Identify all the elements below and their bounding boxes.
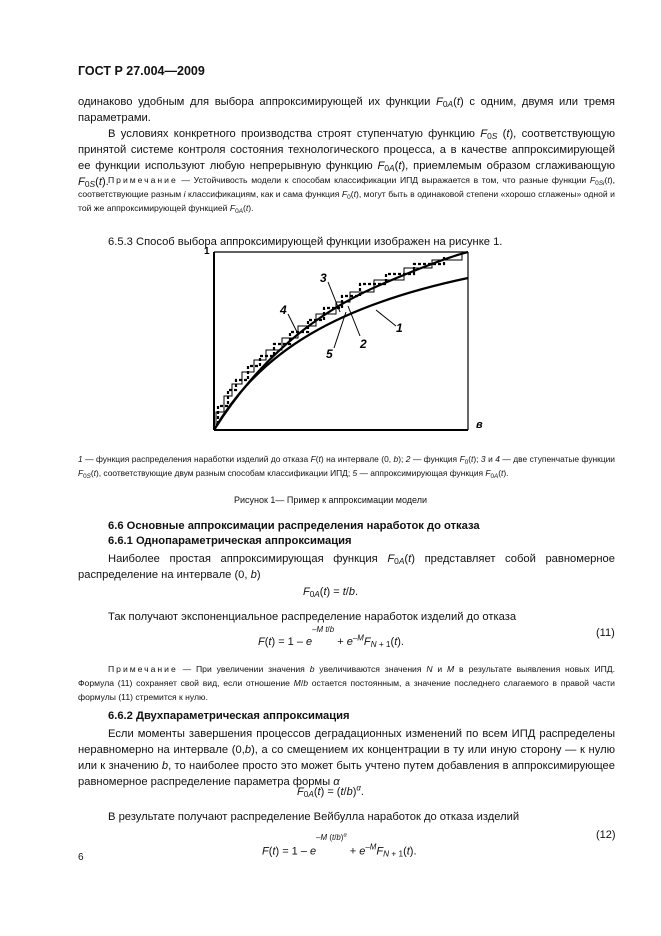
heading-6-6-2: 6.6.2 Двухпараметрическая аппроксимация	[108, 710, 350, 722]
equation-number-11: (11)	[596, 627, 615, 639]
heading-6-6: 6.6 Основные аппроксимации распределения наработок до отказа	[108, 520, 480, 532]
curve-5	[214, 252, 468, 430]
label-1: 1	[396, 321, 403, 335]
paragraph-3: Наиболее простая аппроксимирующая функция $F_{0A}(t)$ представляет собой равномерное распределение на интервале (0, b)	[78, 553, 616, 581]
step-function-4	[218, 257, 444, 424]
document-header: ГОСТ Р 27.004—2009	[78, 64, 205, 78]
label-2: 2	[360, 337, 367, 351]
paragraph-4: Так получают экспоненциальное распределение наработок изделий до отказа	[108, 611, 517, 623]
step-function-3	[216, 253, 462, 426]
page-number: 6	[78, 852, 84, 863]
heading-6-6-1: 6.6.1 Однопараметрическая аппроксимация	[108, 535, 352, 547]
label-5: 5	[326, 347, 333, 361]
equation-number-12: (12)	[596, 829, 616, 841]
y-tick-label: 1	[204, 246, 210, 257]
label-3: 3	[320, 271, 327, 285]
note-1: Примечание — Устойчивость модели к способам классификации ИПД выражается в том, что разные функции $F_{0Si}(t)$, соответствующие разным i классификациям, как и сама функция $F_0(t)$, могут быть в одинаковой степени «хорошо сглажены» одной и той же аппроксимирующей функцией $F_{0A}(t)$.	[78, 175, 615, 215]
figure-legend: 1 — функция распределения наработки изделий до отказа F(t) на интервале (0, b); 2 — функция $F_0(t)$; 3 и 4 — две ступенчатые функции $F_{0S}(t)$, соответствующие двум разным способам классификации ИПД; 5 — аппроксимирующая функция $F_{0A}(t)$.	[78, 454, 615, 480]
paragraph-2: В условиях конкретного производства строят ступенчатую функцию $F_{0S}$ (t), соответствующую принятой системе контроля состояния технологического процесса, а в качестве аппроксимирующей ее функции используют любую непрерывную функцию $F_{0A}(t)$, приемлемым образом сглаживающую $F_{0S}(t)$.	[78, 128, 615, 189]
paragraph-1: одинаково удобным для выбора аппроксимирующей их функции $F_{0A}(t)$ с одним, двумя или тремя параметрами.	[78, 96, 615, 124]
figure-caption: Рисунок 1— Пример к аппроксимации модели	[233, 495, 428, 505]
paragraph-6: В результате получают распределение Вейбулла наработок до отказа изделий	[108, 811, 520, 823]
formula-11: $F(t) = 1 - e^{-M t/b} + e^{-M}F_{N + 1}(t)$.	[258, 625, 404, 649]
paragraph-5: Если моменты завершения процессов деградационных изменений по всем ИПД распределены неравномерно на интервале (0,b), а со смещением их концентрации в ту или иную сторону — к нулю или к значению b, то наиболее просто это может быть учтено путем добавления в аппроксимирующее равномерное распределение параметра формы α	[78, 728, 615, 788]
formula-uniform: $F_{0A}(t) = t/b$.	[302, 586, 359, 599]
formula-power: $F_{0A}(t) = (t/b)^\alpha$.	[297, 783, 364, 799]
formula-12: $F(t) = 1 - e^{-M (t/b)^\alpha} + e^{-M}F_{N + 1}(t)$.	[262, 832, 417, 859]
section-6-5-3: 6.5.3 Способ выбора аппроксимирующей функции изображен на рисунке 1.	[108, 236, 503, 248]
label-4: 4	[280, 303, 287, 317]
leader-1	[376, 310, 396, 326]
figure-1	[200, 240, 490, 440]
note-2: Примечание — При увеличении значения b увеличиваются значения N и M в результате выявления новых ИПД. Формула (11) сохраняет свой вид, если отношение M/b остается постоянным, а значение последнего слагаемого в правой части формулы (11) стремится к нулю.	[78, 664, 616, 702]
x-tick-label: в	[476, 419, 483, 431]
